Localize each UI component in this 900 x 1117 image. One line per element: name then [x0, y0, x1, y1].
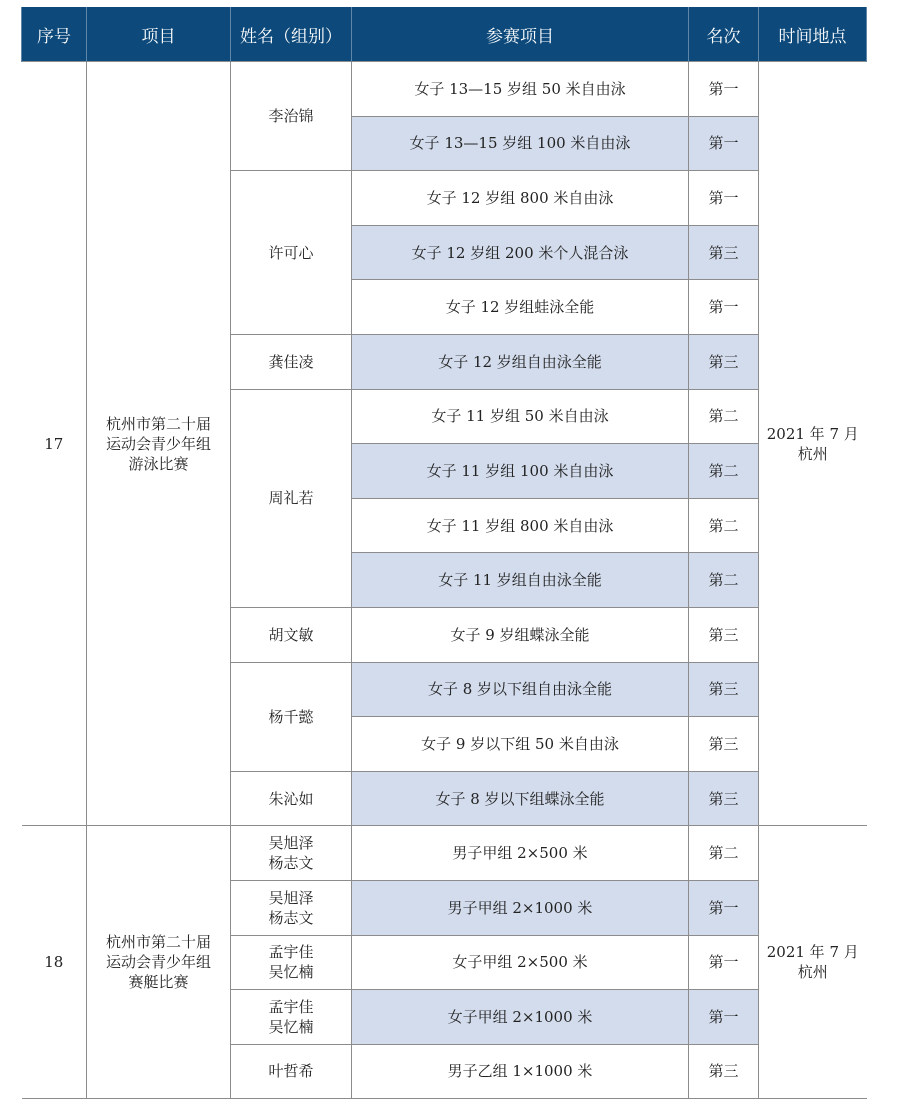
- name-cell: 杨千懿: [231, 662, 352, 771]
- time-place-cell: 2021 年 7 月 杭州: [759, 62, 867, 826]
- name-cell: 吴旭泽 杨志文: [231, 826, 352, 881]
- rank-cell: 第三: [689, 1044, 759, 1099]
- event-cell: 男子甲组 2×500 米: [352, 826, 689, 881]
- table-header: [22, 7, 867, 62]
- name-cell: 孟宇佳 吴忆楠: [231, 935, 352, 990]
- rank-cell: 第一: [689, 62, 759, 117]
- name-cell: 吴旭泽 杨志文: [231, 880, 352, 935]
- rank-cell: 第三: [689, 717, 759, 772]
- event-cell: 女子 8 岁以下组蝶泳全能: [352, 771, 689, 826]
- event-cell: 女子 9 岁组蝶泳全能: [352, 607, 689, 662]
- name-cell: 周礼若: [231, 389, 352, 607]
- header-rank: 名次: [689, 7, 759, 62]
- header-seq: 序号: [22, 7, 87, 62]
- event-cell: 女子 11 岁组 800 米自由泳: [352, 498, 689, 553]
- header-event: 参赛项目: [352, 7, 689, 62]
- rank-cell: 第三: [689, 662, 759, 717]
- project-cell: 杭州市第二十届 运动会青少年组 赛艇比赛: [87, 826, 231, 1099]
- event-cell: 女子 11 岁组 50 米自由泳: [352, 389, 689, 444]
- name-cell: 许可心: [231, 171, 352, 335]
- rank-cell: 第一: [689, 116, 759, 171]
- seq-cell: 18: [22, 826, 87, 1099]
- name-cell: 孟宇佳 吴忆楠: [231, 990, 352, 1045]
- event-cell: 女子 12 岁组 200 米个人混合泳: [352, 225, 689, 280]
- results-table-wrapper: [21, 7, 866, 1099]
- rank-cell: 第三: [689, 771, 759, 826]
- event-cell: 女子 11 岁组 100 米自由泳: [352, 444, 689, 499]
- event-cell: 女子甲组 2×1000 米: [352, 990, 689, 1045]
- rank-cell: 第一: [689, 935, 759, 990]
- seq-cell: 17: [22, 62, 87, 826]
- rank-cell: 第一: [689, 280, 759, 335]
- rank-cell: 第一: [689, 880, 759, 935]
- name-cell: 胡文敏: [231, 607, 352, 662]
- rank-cell: 第二: [689, 444, 759, 499]
- event-cell: 男子甲组 2×1000 米: [352, 880, 689, 935]
- event-cell: 女子 12 岁组自由泳全能: [352, 334, 689, 389]
- table-row: [22, 62, 867, 117]
- table-row: [22, 826, 867, 881]
- header-project: 项目: [87, 7, 231, 62]
- event-cell: 男子乙组 1×1000 米: [352, 1044, 689, 1099]
- event-cell: 女子甲组 2×500 米: [352, 935, 689, 990]
- table-body: [22, 62, 867, 1099]
- header-time-place: 时间地点: [759, 7, 867, 62]
- header-row: [22, 7, 867, 62]
- name-cell: 李治锦: [231, 62, 352, 171]
- event-cell: 女子 11 岁组自由泳全能: [352, 553, 689, 608]
- rank-cell: 第三: [689, 607, 759, 662]
- event-cell: 女子 8 岁以下组自由泳全能: [352, 662, 689, 717]
- event-cell: 女子 9 岁以下组 50 米自由泳: [352, 717, 689, 772]
- time-place-cell: 2021 年 7 月 杭州: [759, 826, 867, 1099]
- rank-cell: 第一: [689, 171, 759, 226]
- rank-cell: 第二: [689, 389, 759, 444]
- rank-cell: 第二: [689, 498, 759, 553]
- rank-cell: 第三: [689, 225, 759, 280]
- results-table: [21, 7, 867, 1099]
- event-cell: 女子 13—15 岁组 50 米自由泳: [352, 62, 689, 117]
- rank-cell: 第二: [689, 553, 759, 608]
- name-cell: 叶哲希: [231, 1044, 352, 1099]
- header-name: 姓名（组别）: [231, 7, 352, 62]
- rank-cell: 第二: [689, 826, 759, 881]
- event-cell: 女子 13—15 岁组 100 米自由泳: [352, 116, 689, 171]
- rank-cell: 第三: [689, 334, 759, 389]
- event-cell: 女子 12 岁组蛙泳全能: [352, 280, 689, 335]
- rank-cell: 第一: [689, 990, 759, 1045]
- name-cell: 朱沁如: [231, 771, 352, 826]
- project-cell: 杭州市第二十届 运动会青少年组 游泳比赛: [87, 62, 231, 826]
- event-cell: 女子 12 岁组 800 米自由泳: [352, 171, 689, 226]
- name-cell: 龚佳凌: [231, 334, 352, 389]
